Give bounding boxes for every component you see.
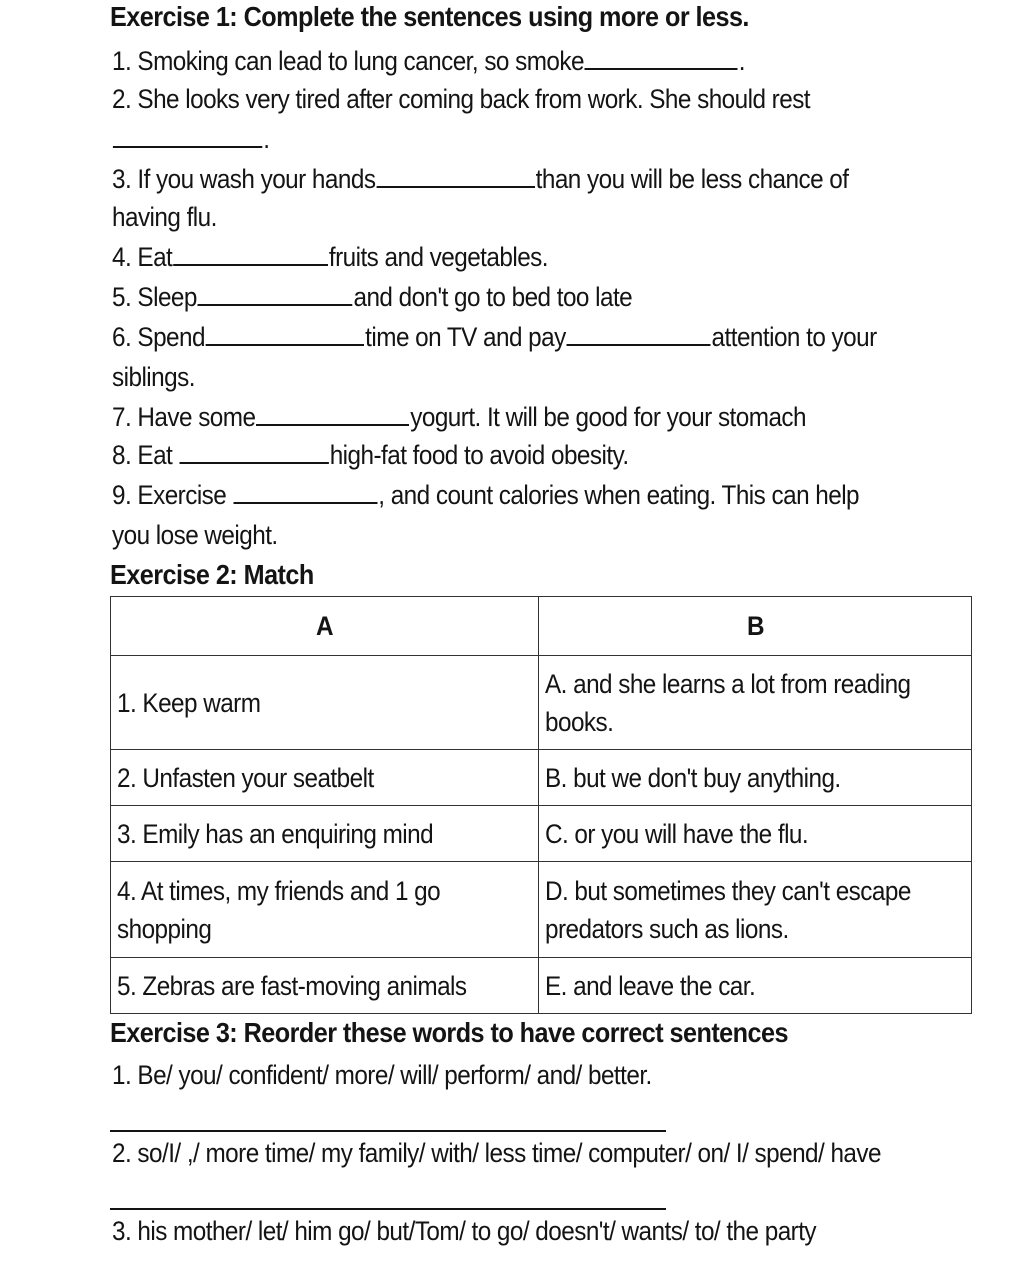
cell-a: 3. Emily has an enquiring mind (111, 806, 539, 862)
cell-b: D. but sometimes they can't escape predators such as lions. (539, 862, 972, 958)
ex3-item-1: 1. Be/ you/ confident/ more/ will/ perform/ and/ better. (112, 1060, 652, 1090)
ex1-item-9-cont: you lose weight. (112, 520, 278, 550)
ex1-item-4: 4. Eat fruits and vegetables. (112, 242, 548, 272)
ex1-item-2: 2. She looks very tired after coming back from work. She should rest (112, 84, 811, 114)
answer-blank[interactable] (567, 320, 711, 346)
table-row (111, 806, 972, 862)
table-row (111, 862, 972, 958)
answer-blank[interactable] (198, 280, 353, 306)
ex3-item-2: 2. so/I/ ,/ more time/ my family/ with/ less time/ computer/ on/ I/ spend/ have (112, 1138, 881, 1168)
answer-blank[interactable] (179, 438, 328, 464)
match-table (110, 596, 972, 1014)
ex1-item-7: 7. Have some yogurt. It will be good for your stomach (112, 402, 807, 432)
ex1-item-3: 3. If you wash your hands than you will be less chance of (112, 164, 849, 194)
answer-blank[interactable] (585, 44, 738, 70)
exercise-3-title: Exercise 3: Reorder these words to have correct sentences (110, 1017, 788, 1048)
cell-b: B. but we don't buy anything. (539, 750, 972, 806)
cell-a: 4. At times, my friends and 1 go shopping (111, 862, 539, 958)
answer-blank[interactable] (173, 240, 328, 266)
answer-blank[interactable] (113, 122, 262, 148)
ex1-item-2-blank-line: . (112, 122, 269, 156)
ex1-item-6: 6. Spend time on TV and pay attention to your (112, 322, 877, 352)
table-header-row (111, 597, 972, 656)
cell-b: E. and leave the car. (539, 958, 972, 1014)
cell-a: 1. Keep warm (111, 656, 539, 750)
answer-blank[interactable] (233, 478, 377, 504)
exercise-1-title: Exercise 1: Complete the sentences using more or less. (110, 1, 749, 32)
table-row (111, 750, 972, 806)
table-row (111, 656, 972, 750)
answer-line[interactable] (110, 1208, 666, 1210)
answer-blank[interactable] (256, 400, 409, 426)
ex1-item-8: 8. Eat high-fat food to avoid obesity. (112, 440, 629, 470)
cell-b: A. and she learns a lot from reading books. (539, 656, 972, 750)
column-a-header: A (111, 597, 539, 656)
ex1-item-3-cont: having flu. (112, 202, 217, 232)
answer-blank[interactable] (206, 320, 364, 346)
ex1-item-5: 5. Sleep and don't go to bed too late (112, 282, 633, 312)
exercise-2-title: Exercise 2: Match (110, 559, 314, 590)
cell-a: 2. Unfasten your seatbelt (111, 750, 539, 806)
ex1-item-6-cont: siblings. (112, 362, 195, 392)
cell-b: C. or you will have the flu. (539, 806, 972, 862)
table-row (111, 958, 972, 1014)
ex1-item-1: 1. Smoking can lead to lung cancer, so smoke . (112, 46, 746, 76)
cell-a: 5. Zebras are fast-moving animals (111, 958, 539, 1014)
answer-line[interactable] (110, 1130, 666, 1132)
ex1-item-9: 9. Exercise , and count calories when eating. This can help (112, 480, 860, 510)
answer-blank[interactable] (376, 162, 534, 188)
column-b-header: B (539, 597, 972, 656)
ex3-item-3: 3. his mother/ let/ him go/ but/Tom/ to go/ doesn't/ wants/ to/ the party (112, 1216, 817, 1246)
